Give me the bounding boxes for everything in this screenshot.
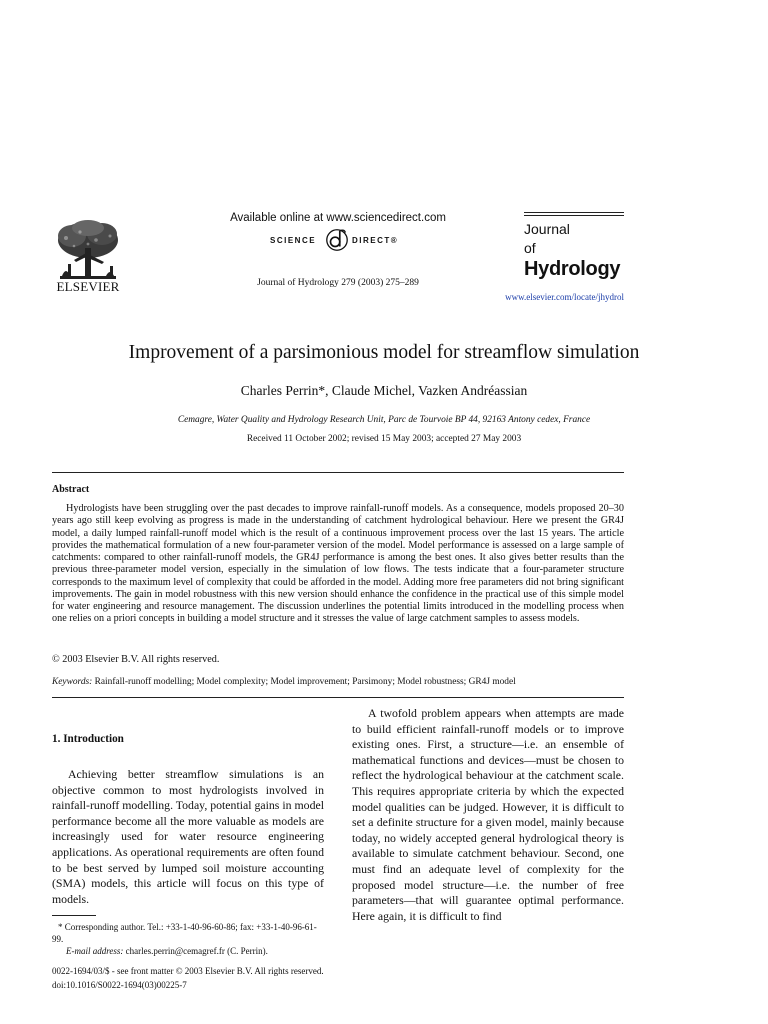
email-note <box>66 945 324 957</box>
journal-name-line2: of <box>524 240 536 256</box>
email-address[interactable]: charles.perrin@cemagref.fr (C. Perrin). <box>125 946 268 956</box>
abstract-copyright: © 2003 Elsevier B.V. All rights reserved. <box>52 654 220 665</box>
email-label: E-mail address: <box>66 946 124 956</box>
available-online-text[interactable]: Available online at www.sciencedirect.com <box>230 212 446 224</box>
journal-name-line1: Journal <box>524 221 570 237</box>
footnote-rule <box>52 915 96 916</box>
sciencedirect-right-text: DIRECT® <box>352 236 399 245</box>
body-right-paragraph: A twofold problem appears when attempts are made to build efficient rainfall-runoff models or to improve existing ones. First, a structure—i.e. an ensemble of mathematical functions and devices—must be chosen to reflect the hydrological behaviour at the catchment scale. This requires appropriate criteria by which the expected model qualities can be judged. However, it is difficult to set a definite structure for a given model, mainly because today, no widely accepted general hydrological theory is available to simulate catchment behaviour. Second, one must find an adequate level of complexity for the proposed model structure—i.e. the number of free parameters—that will guarantee optimal performance. Here again, it is difficult to find <box>352 706 624 923</box>
journal-name-line3: Hydrology <box>524 258 621 280</box>
sciencedirect-d-icon <box>324 227 350 253</box>
doi-line: doi:10.1016/S0022-1694(03)00225-7 <box>52 980 187 990</box>
keywords-label: Keywords: <box>52 677 93 687</box>
divider-bottom <box>52 697 624 698</box>
journal-citation: Journal of Hydrology 279 (2003) 275–289 <box>257 278 419 288</box>
abstract-heading: Abstract <box>52 484 90 495</box>
body-left-paragraph: Achieving better streamflow simulations is an objective common to most hydrologists involved in rainfall-runoff modelling. Today, potential gains in model performance become all the more valuable as models are increasingly used for water resource engineering applications. As operational requirements are often found to be best served by lumped soil moisture accounting (SMA) models, this article will focus on this type of models. <box>52 767 324 906</box>
front-matter-line: 0022-1694/03/$ - see front matter © 2003 Elsevier B.V. All rights reserved. <box>52 966 324 976</box>
abstract-text: Hydrologists have been struggling over the past decades to improve rainfall-runoff models. As a consequence, models proposed 20–30 years ago still keep evolving as progress is made in the understanding of catchment hydrological behaviour. Here we present the GR4J model, a daily lumped rainfall-runoff model which is the result of a continuous improvement process over the last 15 years. The article provides the mathematical formulation of a new four-parameter version of the model. Model performance is assessed on a large sample of catchments: compared to other rainfall-runoff models, the GR4J performance is among the best ones. It also gives better results than the previous three-parameter model version, especially in the simulation of low flows. The tests indicate that a four-parameter structure corresponds to the maximum level of complexity that could be afforded in the model. Adding more free parameters did not bring significant improvements. The gain in model robustness with this new version should enhance the confidence in the practical use of this simple model for water engineering and resource management. The discussion underlines the potential limits introduced in the modelling process when one relies on a priori concepts in building a model structure and it stresses the value of large catchment samples to assess models. <box>52 503 624 625</box>
journal-rule-bottom <box>524 215 624 216</box>
author-affiliation: Cemagre, Water Quality and Hydrology Research Unit, Parc de Tourvoie BP 44, 92163 Antony cedex, France <box>177 415 591 425</box>
journal-masthead <box>524 212 624 280</box>
corresponding-author-note: * Corresponding author. Tel.: +33-1-40-96-60-86; fax: +33-1-40-96-61-99. <box>52 922 317 944</box>
publisher-name: ELSEVIER <box>56 279 120 294</box>
keywords-list: Rainfall-runoff modelling; Model complexity; Model improvement; Parsimony; Model robustness; GR4J model <box>94 677 516 687</box>
article-authors: Charles Perrin*, Claude Michel, Vazken Andréassian <box>240 383 528 398</box>
divider-top <box>52 472 624 473</box>
article-title: Improvement of a parsimonious model for streamflow simulation <box>128 342 640 363</box>
sciencedirect-left-text: SCIENCE <box>270 236 317 245</box>
received-dates: Received 11 October 2002; revised 15 May 2003; accepted 27 May 2003 <box>246 434 522 444</box>
keywords <box>52 677 624 687</box>
journal-url-link[interactable]: www.elsevier.com/locate/jhydrol <box>505 292 624 302</box>
section-heading: 1. Introduction <box>52 733 124 745</box>
journal-rule-top <box>524 212 624 213</box>
sciencedirect-logo <box>232 228 444 254</box>
